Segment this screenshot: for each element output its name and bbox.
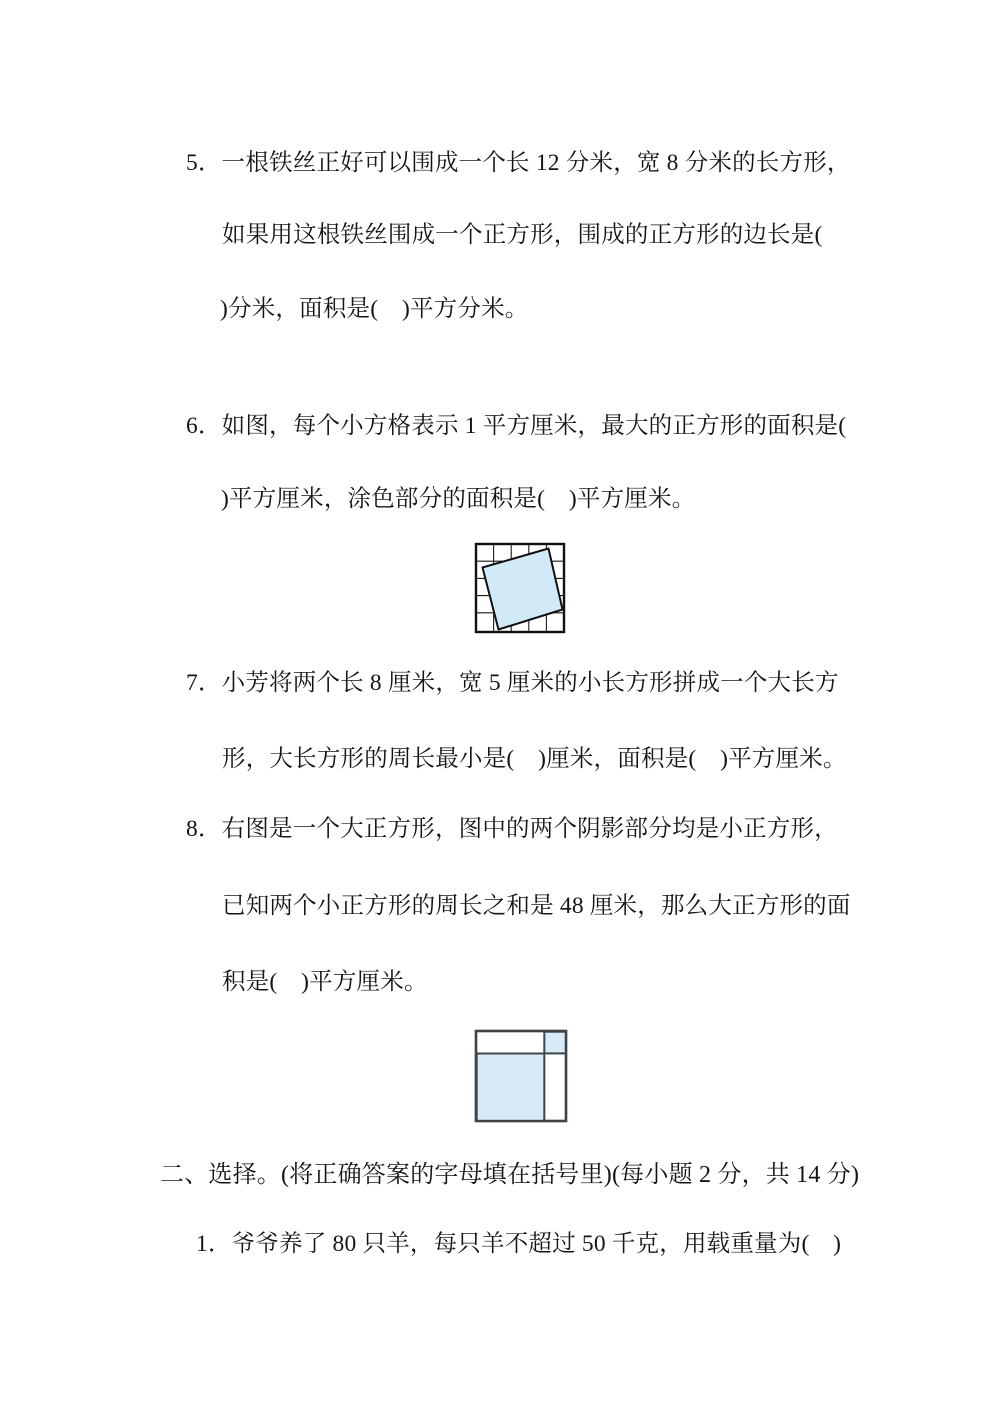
large-shaded-square: [477, 1054, 545, 1122]
section-heading-multiple-choice: 二、选择。(将正确答案的字母填在括号里)(每小题 2 分，共 14 分): [160, 1162, 860, 1188]
question-8-line-1: 8．右图是一个大正方形，图中的两个阴影部分均是小正方形，: [186, 816, 838, 842]
nested-squares-svg: [474, 1029, 568, 1123]
question-5-line-3: )分米，面积是( )平方分米。: [220, 296, 529, 322]
question-5-line-2: 如果用这根铁丝围成一个正方形，围成的正方形的边长是(: [222, 222, 823, 248]
figure-nested-squares: [474, 1029, 568, 1123]
question-5-line-1: 5．一根铁丝正好可以围成一个长 12 分米，宽 8 分米的长方形，: [186, 150, 851, 176]
question-7-line-1: 7．小芳将两个长 8 厘米，宽 5 厘米的小长方形拼成一个大长方: [186, 670, 839, 696]
small-shaded-square: [544, 1032, 566, 1054]
question-6-line-1: 6．如图，每个小方格表示 1 平方厘米，最大的正方形的面积是(: [186, 413, 847, 439]
question-8-line-3: 积是( )平方厘米。: [222, 969, 428, 995]
choice-question-1: 1．爷爷养了 80 只羊，每只羊不超过 50 千克，用载重量为( ): [196, 1231, 842, 1257]
figure-tilted-square-on-grid: [472, 540, 568, 636]
tilted-square-grid-svg: [472, 540, 568, 636]
question-6-line-2: )平方厘米，涂色部分的面积是( )平方厘米。: [221, 486, 696, 512]
question-8-line-2: 已知两个小正方形的周长之和是 48 厘米，那么大正方形的面: [222, 893, 851, 919]
question-7-line-2: 形，大长方形的周长最小是( )厘米，面积是( )平方厘米。: [222, 746, 847, 772]
